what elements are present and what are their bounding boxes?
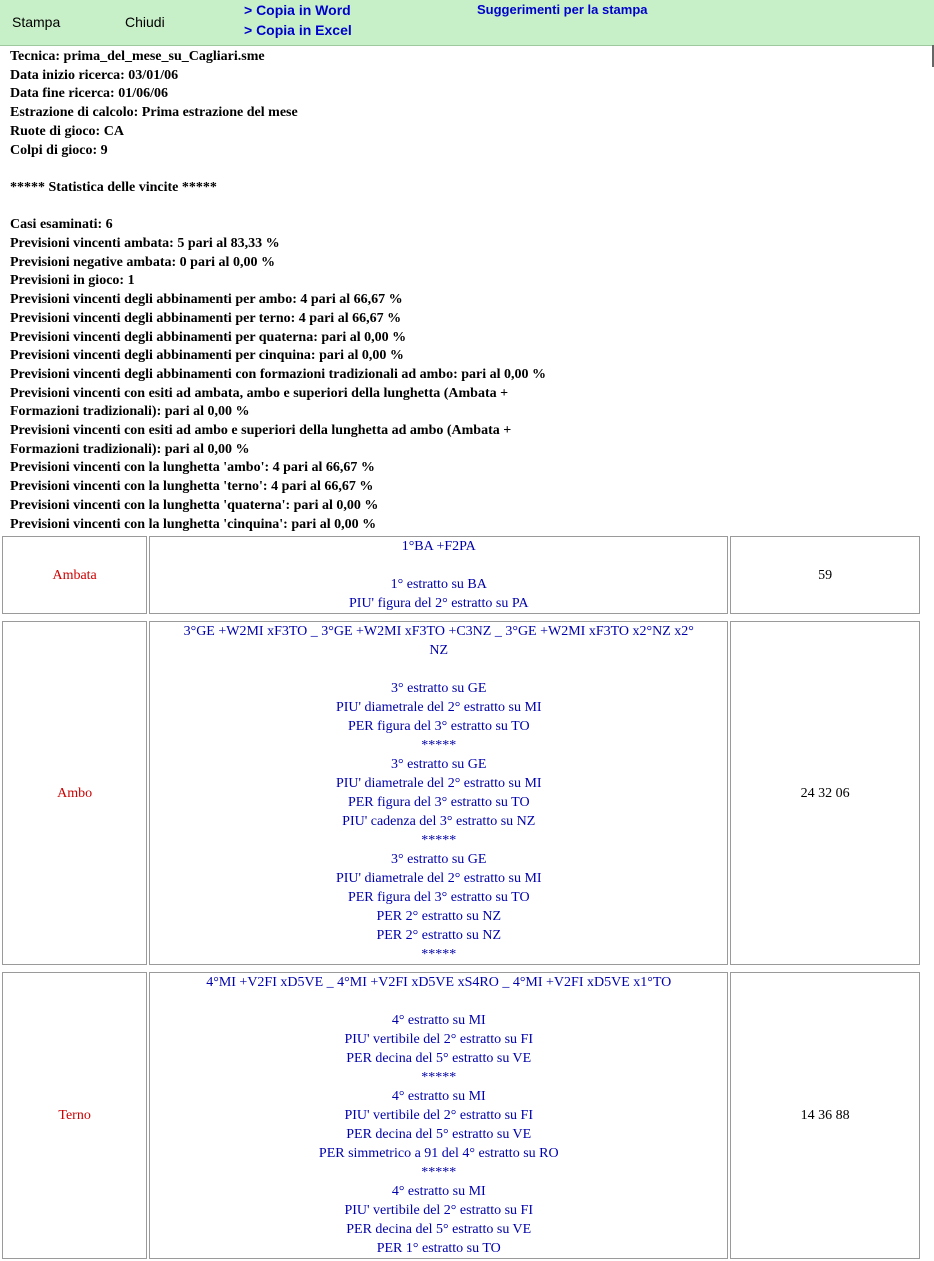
- stat-title: ***** Statistica delle vincite *****: [10, 179, 217, 195]
- result-numbers: 24 32 06: [730, 621, 920, 965]
- stat-line: Previsioni vincenti con la lunghetta 'quaterna': pari al 0,00 %: [10, 497, 379, 513]
- cell-edge: [922, 536, 932, 614]
- stat-line: Previsioni vincenti degli abbinamenti per ambo: 4 pari al 66,67 %: [10, 292, 403, 308]
- result-table-ambo: [0, 619, 934, 967]
- desc-line: *****: [421, 833, 457, 848]
- desc-line: *****: [421, 738, 457, 753]
- desc-line: PER decina del 5° estratto su VE: [346, 1127, 532, 1142]
- desc-line: 3° estratto su GE: [391, 681, 487, 696]
- desc-line: 3° estratto su GE: [391, 757, 487, 772]
- cell-edge: [922, 972, 932, 1259]
- result-table-terno: [0, 970, 934, 1261]
- result-type: Ambata: [2, 536, 147, 614]
- stat-line: Previsioni vincenti ambata: 5 pari al 83,33 %: [10, 236, 280, 251]
- spacer: [10, 198, 920, 217]
- desc-line: *****: [421, 947, 457, 962]
- desc-line: PER 1° estratto su TO: [376, 1241, 501, 1256]
- desc-line: PER 2° estratto su NZ: [376, 928, 502, 943]
- stat-line: Previsioni vincenti degli abbinamenti per quaterna: pari al 0,00 %: [10, 329, 407, 345]
- desc-line: 4° estratto su MI: [391, 1184, 486, 1199]
- result-description: [149, 972, 728, 1259]
- desc-line: [150, 660, 727, 679]
- desc-line: 3° estratto su GE: [391, 852, 487, 867]
- stat-line: Formazioni tradizionali): pari al 0,00 %: [10, 404, 250, 420]
- report-line: Colpi di gioco: 9: [10, 142, 108, 158]
- result-table-ambata: [0, 534, 934, 616]
- stat-line: Previsioni vincenti degli abbinamenti per terno: 4 pari al 66,67 %: [10, 310, 402, 326]
- desc-line: *****: [421, 1165, 457, 1180]
- desc-line: 4° estratto su MI: [391, 1013, 486, 1028]
- desc-line: [150, 992, 727, 1011]
- stat-line: Previsioni vincenti con la lunghetta 'terno': 4 pari al 66,67 %: [10, 479, 374, 495]
- report-line: Data inizio ricerca: 03/01/06: [10, 67, 179, 83]
- stat-line: Previsioni vincenti con la lunghetta 'ambo': 4 pari al 66,67 %: [10, 460, 375, 476]
- copia-word-link[interactable]: > Copia in Word: [244, 2, 351, 18]
- desc-line: PER decina del 5° estratto su VE: [346, 1051, 532, 1066]
- desc-line: PIU' vertibile del 2° estratto su FI: [344, 1203, 534, 1218]
- cell-edge: [922, 621, 932, 965]
- result-numbers: 14 36 88: [730, 972, 920, 1259]
- stat-line: Previsioni vincenti con esiti ad ambo e superiori della lunghetta ad ambo (Ambata +: [10, 423, 512, 439]
- desc-line: PER 2° estratto su NZ: [376, 909, 502, 924]
- report-text: [10, 48, 920, 534]
- desc-line: PIU' vertibile del 2° estratto su FI: [344, 1108, 534, 1123]
- desc-line: PIU' diametrale del 2° estratto su MI: [335, 700, 542, 715]
- report-line: Estrazione di calcolo: Prima estrazione del mese: [10, 105, 298, 121]
- stat-line: Previsioni vincenti con la lunghetta 'cinquina': pari al 0,00 %: [10, 516, 377, 532]
- desc-line: 4°MI +V2FI xD5VE _ 4°MI +V2FI xD5VE xS4RO _ 4°MI +V2FI xD5VE x1°TO: [206, 975, 672, 990]
- stat-line: Previsioni vincenti degli abbinamenti con formazioni tradizionali ad ambo: pari al 0,00 %: [10, 366, 547, 382]
- stat-line: Previsioni in gioco: 1: [10, 273, 135, 289]
- table-row: [2, 972, 932, 1259]
- table-row: [2, 536, 932, 614]
- desc-line: PIU' diametrale del 2° estratto su MI: [335, 776, 542, 791]
- stampa-button[interactable]: Stampa: [12, 14, 61, 30]
- desc-line: 3°GE +W2MI xF3TO _ 3°GE +W2MI xF3TO +C3NZ _ 3°GE +W2MI xF3TO x2°NZ x2°: [183, 624, 694, 639]
- desc-line: PER figura del 3° estratto su TO: [347, 890, 530, 905]
- toolbar: [0, 0, 934, 46]
- report-line: Data fine ricerca: 01/06/06: [10, 86, 168, 102]
- stat-line: Previsioni vincenti con esiti ad ambata, ambo e superiori della lunghetta (Ambata +: [10, 385, 509, 401]
- result-type: Terno: [2, 972, 147, 1259]
- desc-line: PER figura del 3° estratto su TO: [347, 795, 530, 810]
- desc-line: PIU' diametrale del 2° estratto su MI: [335, 871, 542, 886]
- stat-line: Previsioni negative ambata: 0 pari al 0,00 %: [10, 254, 275, 270]
- desc-line: 1° estratto su BA: [390, 577, 487, 592]
- stat-line: Casi esaminati: 6: [10, 217, 113, 233]
- desc-line: *****: [421, 1070, 457, 1085]
- desc-line: PER decina del 5° estratto su VE: [346, 1222, 532, 1237]
- desc-line: NZ: [429, 643, 449, 658]
- desc-line: PIU' vertibile del 2° estratto su FI: [344, 1032, 534, 1047]
- chiudi-button[interactable]: Chiudi: [125, 14, 165, 30]
- result-type: Ambo: [2, 621, 147, 965]
- suggerimenti-link[interactable]: Suggerimenti per la stampa: [477, 2, 648, 17]
- result-description: [149, 621, 728, 965]
- copia-excel-link[interactable]: > Copia in Excel: [244, 22, 352, 38]
- desc-line: PER simmetrico a 91 del 4° estratto su RO: [318, 1146, 559, 1161]
- desc-line: [150, 556, 727, 575]
- desc-line: 4° estratto su MI: [391, 1089, 486, 1104]
- desc-line: 1°BA +F2PA: [401, 539, 476, 554]
- result-description: [149, 536, 728, 614]
- report-line: Tecnica: prima_del_mese_su_Cagliari.sme: [10, 49, 265, 64]
- desc-line: PIU' figura del 2° estratto su PA: [349, 596, 529, 611]
- desc-line: PIU' cadenza del 3° estratto su NZ: [342, 814, 536, 829]
- report-line: Ruote di gioco: CA: [10, 123, 124, 139]
- table-row: [2, 621, 932, 965]
- result-numbers: 59: [730, 536, 920, 614]
- stat-line: Previsioni vincenti degli abbinamenti per cinquina: pari al 0,00 %: [10, 348, 404, 364]
- spacer: [10, 160, 920, 179]
- stat-line: Formazioni tradizionali): pari al 0,00 %: [10, 441, 250, 457]
- desc-line: PER figura del 3° estratto su TO: [347, 719, 530, 734]
